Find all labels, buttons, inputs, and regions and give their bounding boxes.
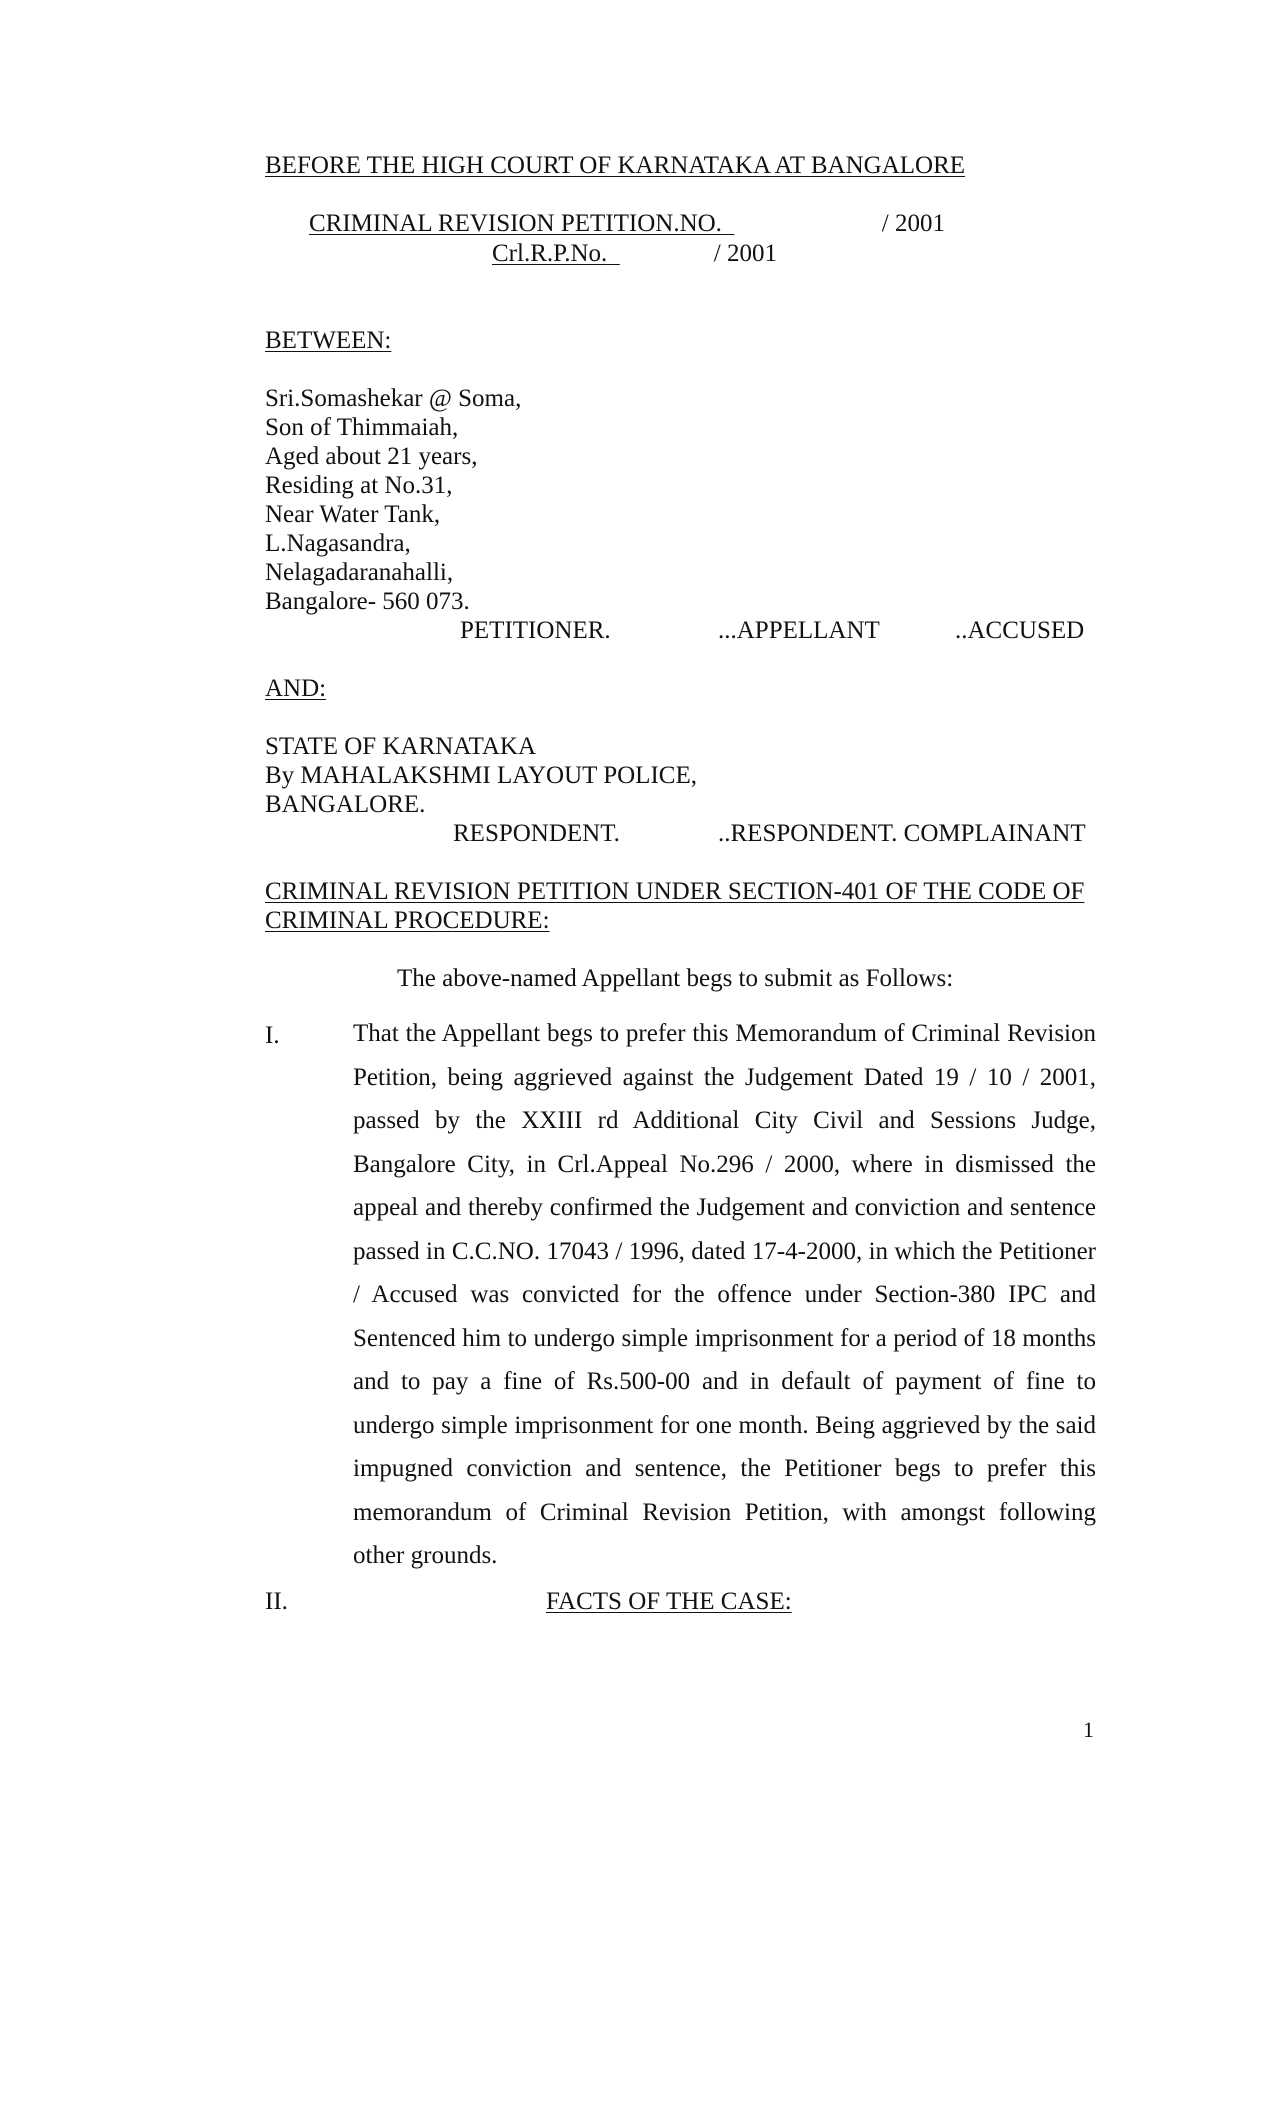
and-label: AND: — [265, 675, 327, 702]
petition-number-label: CRIMINAL REVISION PETITION.NO. — [309, 210, 722, 237]
petitioner-role: PETITIONER. — [460, 617, 611, 644]
section-numeral: II. — [265, 1588, 288, 1615]
facts-heading: FACTS OF THE CASE: — [546, 1588, 792, 1615]
address-line: BANGALORE. — [265, 791, 426, 818]
section-paragraph: That the Appellant begs to prefer this Memorandum of Criminal Revision Petition, being aggrieved against the Judgement Dated 19 / 10 / 2001, passed by the XXIII rd Additional City Civil and Sessions Judge, Bangalore City, in Crl.Appeal No.296 / 2000, where in dismissed the appeal and thereby confirmed the Judgement and conviction and sentence passed in C.C.NO. 17043 / 1996, dated 17-4-2000, in which the Petitioner / Accused was convicted for the offence under Section-380 IPC and Sentenced him to undergo simple imprisonment for a period of 18 months and to pay a fine of Rs.500-00 and in default of payment of fine to undergo simple imprisonment for one month. Being aggrieved by the said impugned conviction and sentence, the Petitioner begs to prefer this memorandum of Criminal Revision Petition, with amongst following other grounds. — [353, 1020, 1096, 1569]
page-number: 1 — [1083, 1717, 1094, 1742]
crl-rp-label: Crl.R.P.No. — [492, 240, 608, 267]
address-line: L.Nagasandra, — [265, 530, 411, 557]
address-line: By MAHALAKSHMI LAYOUT POLICE, — [265, 762, 697, 789]
respondent-complainant-role: ..RESPONDENT. COMPLAINANT — [718, 820, 1086, 847]
petition-heading-line-2: CRIMINAL PROCEDURE: — [265, 907, 550, 934]
address-line: Aged about 21 years, — [265, 443, 478, 470]
respondent-address — [265, 733, 697, 820]
address-line: STATE OF KARNATAKA — [265, 733, 537, 760]
section-numeral: I. — [265, 1022, 280, 1049]
address-line: Residing at No.31, — [265, 472, 453, 499]
address-line: Son of Thimmaiah, — [265, 414, 459, 441]
petition-heading-line-1: CRIMINAL REVISION PETITION UNDER SECTION-401 OF THE CODE OF — [265, 878, 1085, 905]
address-line: Nelagadaranahalli, — [265, 559, 454, 586]
petition-number-line — [309, 210, 945, 239]
crl-rp-number-line — [492, 240, 777, 269]
address-line: Near Water Tank, — [265, 501, 441, 528]
petitioner-address — [265, 385, 521, 617]
court-title: BEFORE THE HIGH COURT OF KARNATAKA AT BANGALORE — [265, 152, 966, 179]
respondent-role: RESPONDENT. — [453, 820, 620, 847]
address-line: Sri.Somashekar @ Soma, — [265, 385, 522, 412]
address-line: Bangalore- 560 073. — [265, 588, 470, 615]
appellant-role: ...APPELLANT — [718, 617, 880, 644]
accused-role: ..ACCUSED — [955, 617, 1085, 644]
petition-number-year: / 2001 — [881, 210, 945, 237]
crl-rp-year: / 2001 — [713, 240, 777, 267]
between-label: BETWEEN: — [265, 327, 392, 354]
intro-text: The above-named Appellant begs to submit as Follows: — [397, 965, 954, 992]
